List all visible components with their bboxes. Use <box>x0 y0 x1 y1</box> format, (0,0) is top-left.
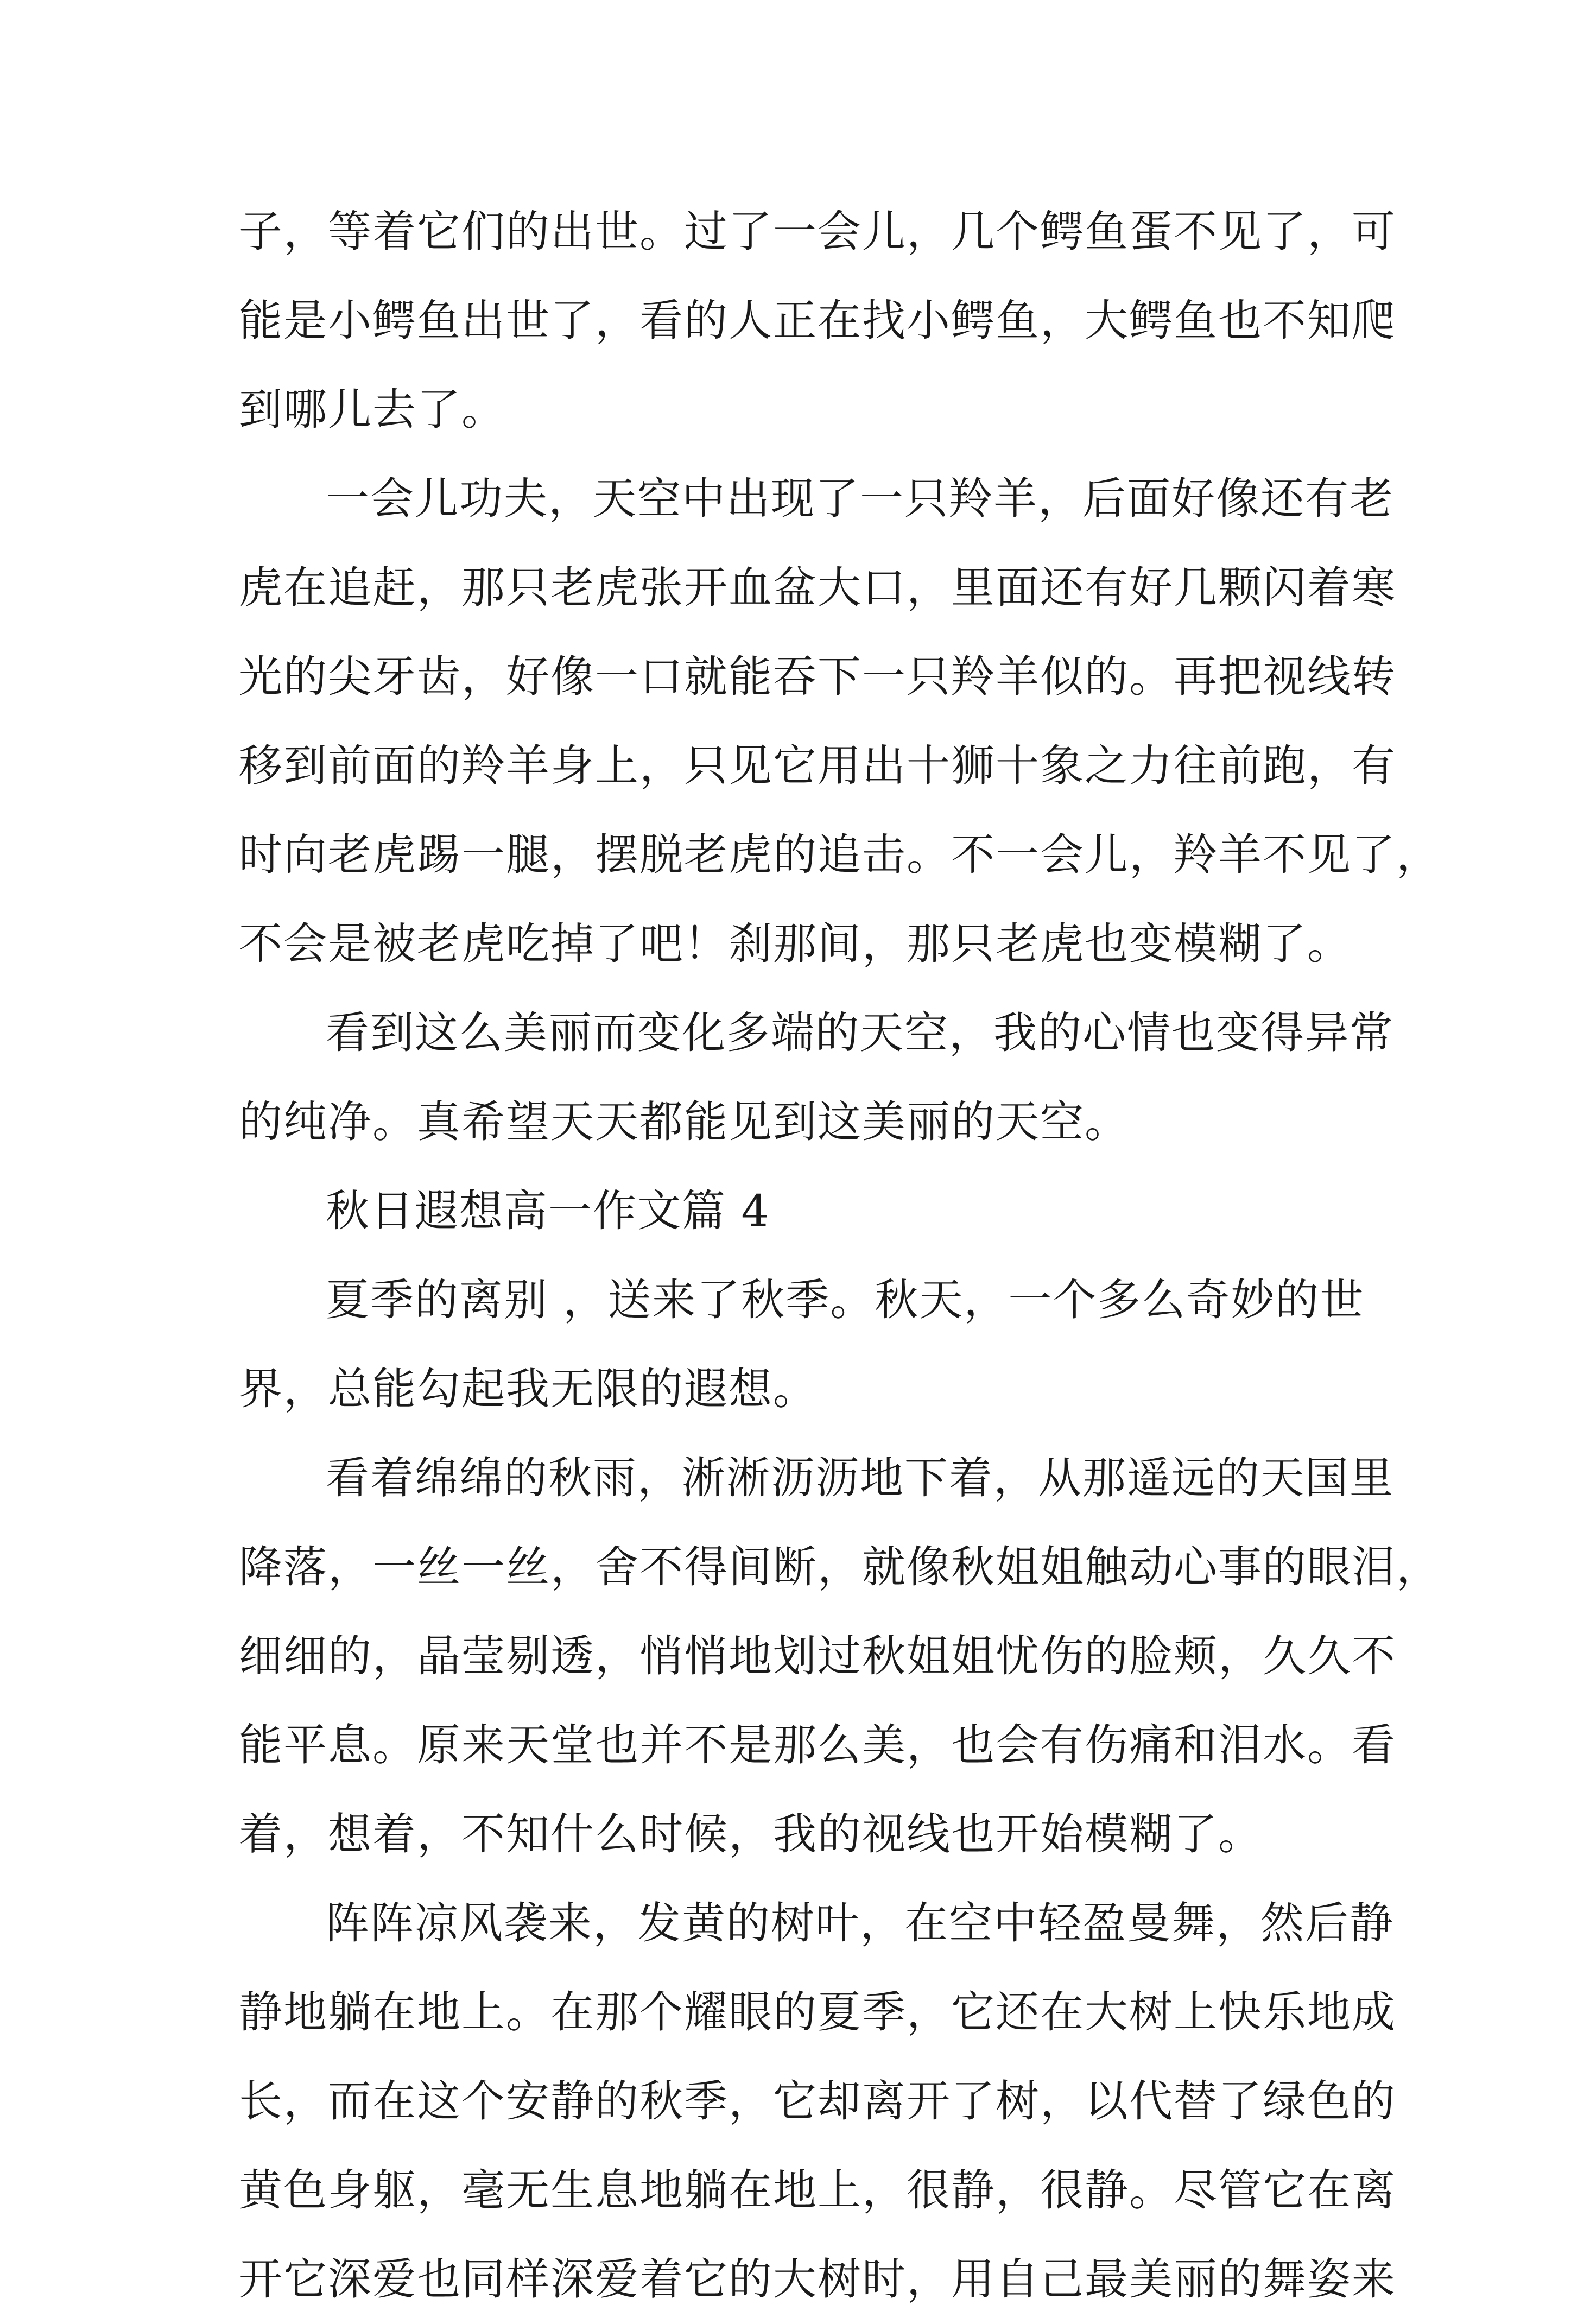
paragraph-first-line: 阵阵凉风袭来，发黄的树叶，在空中轻盈曼舞，然后静 <box>326 1898 1394 1948</box>
document-body <box>239 187 1441 2324</box>
text-line: 细细的，晶莹剔透，悄悄地划过秋姐姐忧伤的脸颊，久久不 <box>239 1631 1396 1681</box>
text-line: 虎在追赶，那只老虎张开血盆大口，里面还有好几颗闪着寒 <box>239 562 1396 613</box>
text-line: 着，想着，不知什么时候，我的视线也开始模糊了。 <box>239 1809 1263 1859</box>
text-line: 能平息。原来天堂也并不是那么美，也会有伤痛和泪水。看 <box>239 1720 1396 1770</box>
text-line: 的纯净。真希望天天都能见到这美丽的天空。 <box>239 1097 1129 1147</box>
text-line: 不会是被老虎吃掉了吧！刹那间，那只老虎也变模糊了。 <box>239 919 1352 969</box>
paragraph-first-line: 夏季的离别 ，送来了秋季。秋天，一个多么奇妙的世 <box>326 1275 1365 1325</box>
text-line: 子，等着它们的出世。过了一会儿，几个鳄鱼蛋不见了，可 <box>239 206 1396 257</box>
text-line: 长，而在这个安静的秋季，它却离开了树，以代替了绿色的 <box>239 2076 1396 2126</box>
paragraph-first-line: 一会儿功夫，天空中出现了一只羚羊，后面好像还有老 <box>326 473 1394 524</box>
text-line: 黄色身躯，毫无生息地躺在地上，很静，很静。尽管它在离 <box>239 2165 1396 2215</box>
text-line: 降落，一丝一丝，舍不得间断，就像秋姐姐触动心事的眼泪， <box>239 1542 1441 1592</box>
text-line: 光的尖牙齿，好像一口就能吞下一只羚羊似的。再把视线转 <box>239 651 1396 702</box>
paragraph-first-line: 看着绵绵的秋雨，淅淅沥沥地下着，从那遥远的天国里 <box>326 1453 1394 1503</box>
text-line: 能是小鳄鱼出世了，看的人正在找小鳄鱼，大鳄鱼也不知爬 <box>239 295 1396 346</box>
section-heading: 秋日遐想高一作文篇 4 <box>326 1186 770 1236</box>
text-line: 到哪儿去了。 <box>239 384 506 435</box>
text-line: 时向老虎踢一腿，摆脱老虎的追击。不一会儿，羚羊不见了， <box>239 829 1441 880</box>
paragraph-first-line: 看到这么美丽而变化多端的天空，我的心情也变得异常 <box>326 1008 1394 1058</box>
text-line: 移到前面的羚羊身上，只见它用出十狮十象之力往前跑，有 <box>239 740 1396 791</box>
text-line: 界，总能勾起我无限的遐想。 <box>239 1364 818 1414</box>
text-line: 开它深爱也同样深爱着它的大树时，用自己最美丽的舞姿来 <box>239 2254 1396 2304</box>
text-line: 静地躺在地上。在那个耀眼的夏季，它还在大树上快乐地成 <box>239 1987 1396 2037</box>
